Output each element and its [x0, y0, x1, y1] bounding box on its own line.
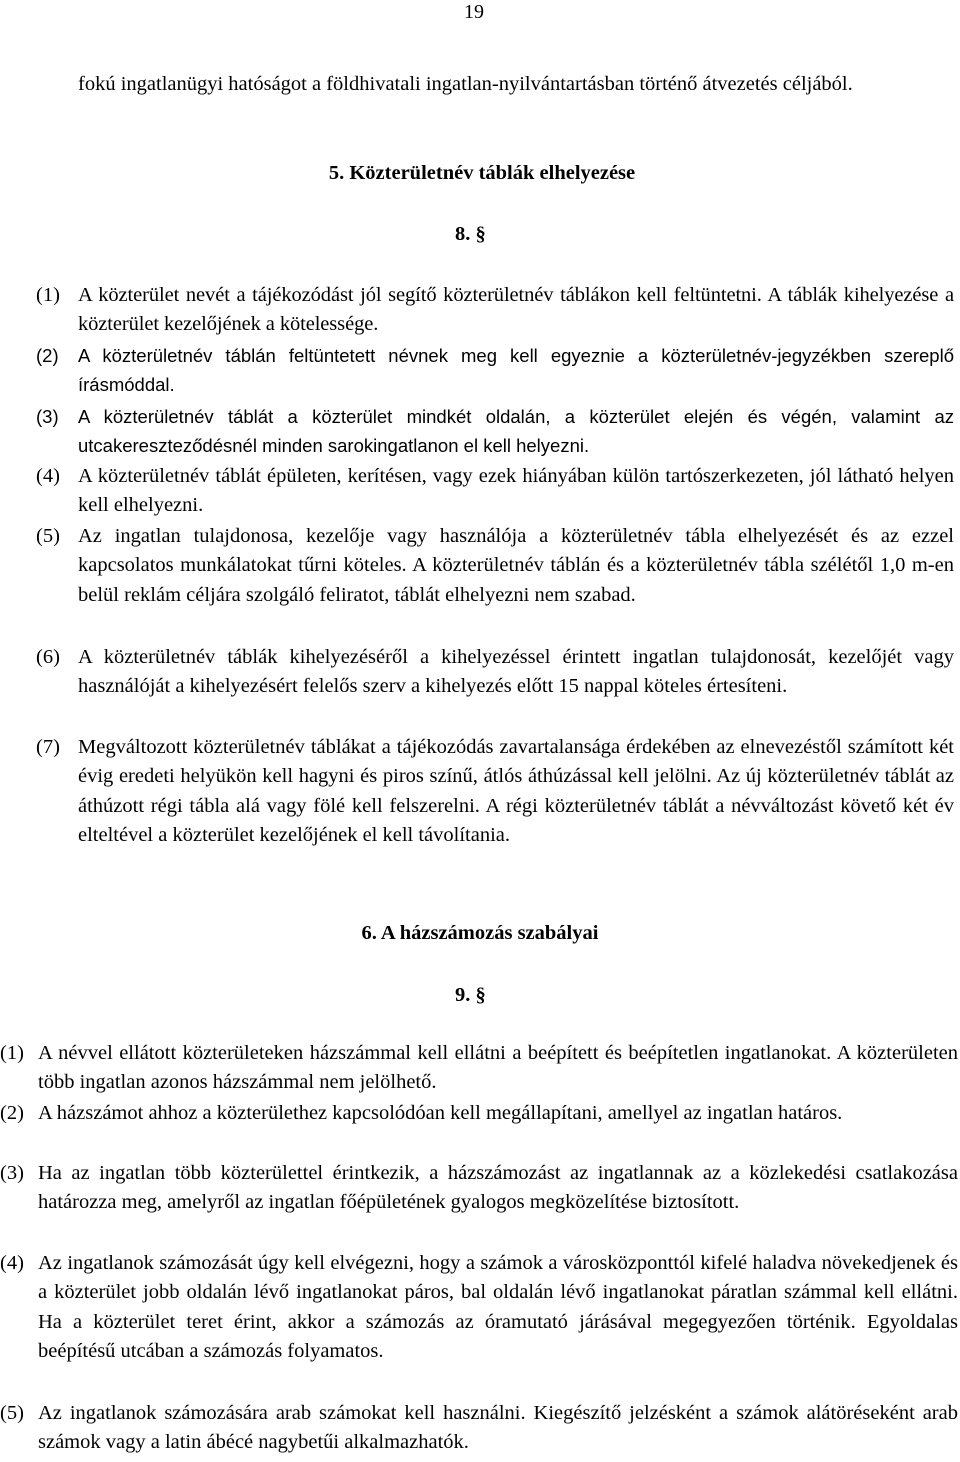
intro-paragraph: fokú ingatlanügyi hatóságot a földhivatali ingatlan-nyilvántartásban történő átvezetés céljából.	[78, 73, 853, 95]
clause-text: A házszámot ahhoz a közterülethez kapcsolódóan kell megállapítani, amellyel az ingatlan határos.	[38, 1102, 843, 1124]
clause-8-6	[36, 643, 954, 733]
clause-number: (2)	[0, 1102, 24, 1124]
page-number: 19	[464, 1, 484, 23]
clause-number: (7)	[36, 736, 60, 758]
clause-text: A közterületnév táblát a közterület mindkét oldalán, a közterület elején és végén, valamint az utcakereszteződésnél minden sarokingatlanon el kell helyezni.	[78, 406, 954, 457]
clause-text: Ha az ingatlan több közterülettel érintkezik, a házszámozást az ingatlannak az a közlekedési csatlakozása határozza meg, amelyről az ingatlan főépületének gyalogos megközelítése biztosított.	[38, 1162, 958, 1214]
clause-8-1	[36, 281, 954, 341]
clause-9-3	[0, 1159, 958, 1249]
section-9-paragraph-mark: 9. §	[455, 984, 486, 1006]
clause-text: Az ingatlanok számozását úgy kell elvégezni, hogy a számok a városközponttól kifelé haladva növekedjenek és a közterület jobb oldalán lévő ingatlanokat páros, bal oldalán lévő ingatlanokat páratlan számmal kell ellátni. Ha a közterület teret érint, akkor a számozás az óramutató járásával megegyezően történik. Egyoldalas beépítésű utcában a számozás folyamatos.	[38, 1252, 958, 1363]
clause-number: (3)	[36, 406, 59, 427]
clause-8-2	[36, 341, 954, 402]
clause-number: (1)	[36, 284, 60, 306]
clause-text: A közterületnév táblát épületen, kerítésen, vagy ezek hiányában külön tartószerkezeten, jól látható helyen kell elhelyezni.	[78, 465, 954, 517]
section-6-title: 6. A házszámozás szabályai	[361, 922, 599, 944]
clause-8-4	[36, 462, 954, 522]
clause-text: A közterületnév táblák kihelyezéséről a kihelyezéssel érintett ingatlan tulajdonosát, kezelőjét vagy használóját a kihelyezésért felelős szerv a kihelyezés előtt 15 nappal köteles értesíteni.	[78, 646, 954, 698]
clause-number: (4)	[36, 465, 60, 487]
clause-text: A névvel ellátott közterületeken házszámmal kell ellátni a beépített és beépítetlen ingatlanokat. A közterületen több ingatlan azonos házszámmal nem jelölhető.	[38, 1042, 958, 1094]
clause-9-5	[0, 1399, 958, 1459]
clause-number: (2)	[36, 345, 59, 366]
section-6-clauses	[0, 1039, 958, 1459]
clause-9-2	[0, 1099, 958, 1159]
clause-number: (6)	[36, 646, 60, 668]
clause-text: A közterületnév táblán feltüntetett névnek meg kell egyeznie a közterületnév-jegyzékben szereplő írásmóddal.	[78, 345, 954, 396]
section-8-paragraph-mark: 8. §	[455, 223, 486, 245]
clause-number: (4)	[0, 1252, 24, 1274]
clause-text: Megváltozott közterületnév táblákat a tájékozódás zavartalansága érdekében az elnevezéstől számított két évig eredeti helyükön kell hagyni és piros színű, átlós áthúzással kell jelölni. Az új közterületnév táblát az áthúzott régi tábla alá vagy fölé kell felszerelni. A régi közterületnév táblát a névváltozást követő két év elteltével a közterület kezelőjének el kell távolítania.	[78, 736, 954, 847]
clause-number: (5)	[0, 1402, 24, 1424]
clause-text: Az ingatlan tulajdonosa, kezelője vagy használója a közterületnév tábla elhelyezését és az ezzel kapcsolatos munkálatokat tűrni köteles. A közterületnév táblán és a közterületnév tábla szélétől 1,0 m-en belül reklám céljára szolgáló feliratot, táblát elhelyezni nem szabad.	[78, 525, 954, 606]
clause-9-4	[0, 1249, 958, 1399]
clause-number: (5)	[36, 525, 60, 547]
section-5-clauses	[36, 281, 954, 883]
clause-8-3	[36, 402, 954, 462]
clause-8-7	[36, 733, 954, 883]
clause-number: (1)	[0, 1042, 24, 1064]
clause-8-5	[36, 522, 954, 643]
clause-text: A közterület nevét a tájékozódást jól segítő közterületnév táblákon kell feltüntetni. A táblák kihelyezése a közterület kezelőjének a kötelessége.	[78, 284, 954, 336]
clause-text: Az ingatlanok számozására arab számokat kell használni. Kiegészítő jelzésként a számok alátöréseként arab számok vagy a latin ábécé nagybetűi alkalmazhatók.	[38, 1402, 958, 1454]
clause-9-1	[0, 1039, 958, 1099]
section-5-title: 5. Közterületnév táblák elhelyezése	[328, 162, 636, 184]
clause-number: (3)	[0, 1162, 24, 1184]
